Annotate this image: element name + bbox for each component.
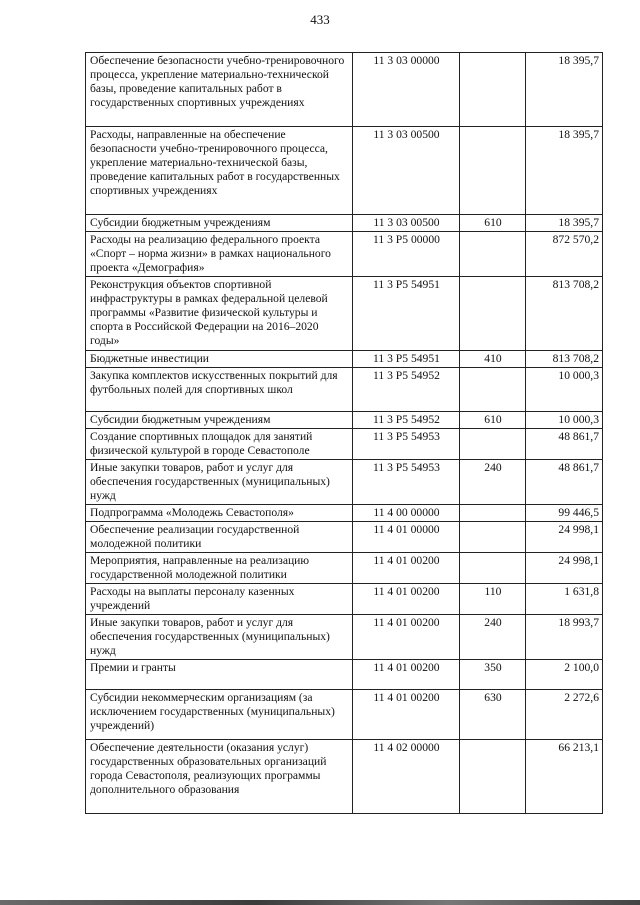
table-row [86,368,603,412]
table-row [86,429,603,460]
row-name: Обеспечение деятельности (оказания услуг) государственных образовательных организаций города Севастополя, реализующих программы дополнительного образования [86,740,353,814]
row-code: 11 3 03 00000 [353,53,460,127]
row-amount: 48 861,7 [526,429,603,460]
budget-table-body [86,53,603,814]
row-code: 11 3 P5 54951 [353,351,460,368]
row-code: 11 3 03 00500 [353,215,460,232]
row-name: Расходы на выплаты персоналу казенных учреждений [86,584,353,615]
row-amount: 48 861,7 [526,460,603,505]
row-name: Премии и гранты [86,660,353,690]
row-name: Подпрограмма «Молодежь Севастополя» [86,505,353,522]
row-code: 11 4 01 00200 [353,553,460,584]
row-name: Реконструкция объектов спортивной инфраструктуры в рамках федеральной целевой программы «Развитие физической культуры и спорта в Российской Федерации на 2016–2020 годы» [86,277,353,351]
row-expense-type: 240 [460,615,526,660]
row-amount: 1 631,8 [526,584,603,615]
row-name: Создание спортивных площадок для занятий физической культурой в городе Севастополе [86,429,353,460]
table-row [86,215,603,232]
row-code: 11 4 01 00200 [353,660,460,690]
table-row [86,615,603,660]
table-row [86,412,603,429]
row-code: 11 4 01 00200 [353,584,460,615]
table-row [86,584,603,615]
row-amount: 66 213,1 [526,740,603,814]
row-expense-type [460,277,526,351]
row-expense-type [460,429,526,460]
row-amount: 24 998,1 [526,522,603,553]
row-amount: 18 993,7 [526,615,603,660]
table-row [86,127,603,215]
row-expense-type: 630 [460,690,526,740]
table-row [86,232,603,277]
table-row [86,460,603,505]
row-name: Иные закупки товаров, работ и услуг для обеспечения государственных (муниципальных) нужд [86,615,353,660]
row-amount: 18 395,7 [526,53,603,127]
table-row [86,690,603,740]
row-expense-type [460,553,526,584]
row-expense-type: 610 [460,412,526,429]
row-expense-type [460,53,526,127]
row-name: Обеспечение реализации государственной молодежной политики [86,522,353,553]
row-code: 11 3 03 00500 [353,127,460,215]
row-name: Расходы на реализацию федерального проекта «Спорт – норма жизни» в рамках национального проекта «Демография» [86,232,353,277]
row-expense-type [460,740,526,814]
row-name: Бюджетные инвестиции [86,351,353,368]
row-expense-type: 350 [460,660,526,690]
row-code: 11 4 01 00000 [353,522,460,553]
row-code: 11 3 P5 54953 [353,460,460,505]
row-amount: 10 000,3 [526,412,603,429]
row-code: 11 4 01 00200 [353,615,460,660]
budget-table [85,52,603,814]
table-row [86,553,603,584]
row-name: Мероприятия, направленные на реализацию государственной молодежной политики [86,553,353,584]
row-code: 11 4 02 00000 [353,740,460,814]
row-expense-type [460,522,526,553]
table-row [86,351,603,368]
table-row [86,522,603,553]
row-amount: 18 395,7 [526,215,603,232]
row-code: 11 3 P5 54951 [353,277,460,351]
row-name: Закупка комплектов искусственных покрытий для футбольных полей для спортивных школ [86,368,353,412]
row-amount: 813 708,2 [526,277,603,351]
row-name: Субсидии некоммерческим организациям (за исключением государственных (муниципальных) учреждений) [86,690,353,740]
table-row [86,660,603,690]
row-name: Расходы, направленные на обеспечение безопасности учебно-тренировочного процесса, укрепление материально-технической базы, проведение капитальных работ в государственных спортивных учреждениях [86,127,353,215]
row-name: Иные закупки товаров, работ и услуг для обеспечения государственных (муниципальных) нужд [86,460,353,505]
row-code: 11 3 P5 54953 [353,429,460,460]
table-row [86,740,603,814]
row-code: 11 4 00 00000 [353,505,460,522]
row-amount: 10 000,3 [526,368,603,412]
row-amount: 813 708,2 [526,351,603,368]
row-expense-type: 110 [460,584,526,615]
row-code: 11 3 P5 54952 [353,412,460,429]
table-row [86,505,603,522]
row-expense-type [460,232,526,277]
row-name: Субсидии бюджетным учреждениям [86,215,353,232]
row-amount: 872 570,2 [526,232,603,277]
row-name: Субсидии бюджетным учреждениям [86,412,353,429]
row-expense-type [460,505,526,522]
row-expense-type: 610 [460,215,526,232]
table-row [86,277,603,351]
row-expense-type: 240 [460,460,526,505]
row-code: 11 4 01 00200 [353,690,460,740]
row-amount: 2 100,0 [526,660,603,690]
row-amount: 2 272,6 [526,690,603,740]
row-expense-type [460,368,526,412]
row-code: 11 3 P5 00000 [353,232,460,277]
row-amount: 99 446,5 [526,505,603,522]
row-name: Обеспечение безопасности учебно-тренировочного процесса, укрепление материально-технической базы, проведение капитальных работ в государственных спортивных учреждениях [86,53,353,127]
table-row [86,53,603,127]
page-number: 433 [310,12,330,27]
row-amount: 18 395,7 [526,127,603,215]
row-expense-type: 410 [460,351,526,368]
row-code: 11 3 P5 54952 [353,368,460,412]
scan-edge [0,900,640,905]
row-amount: 24 998,1 [526,553,603,584]
row-expense-type [460,127,526,215]
